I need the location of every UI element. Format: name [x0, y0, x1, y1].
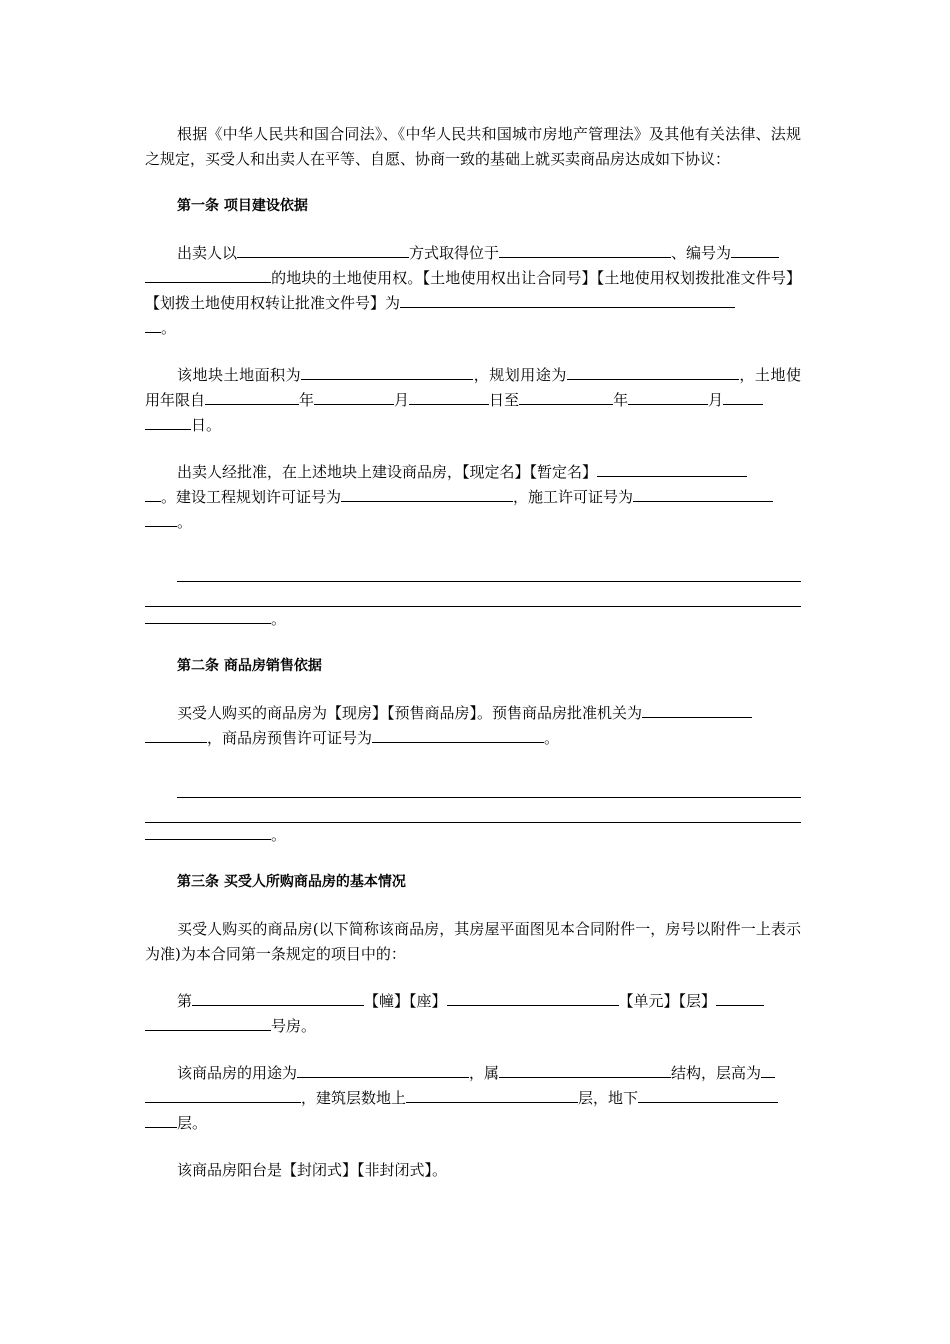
text-segment: ，施工许可证号为: [513, 488, 634, 506]
blank-field[interactable]: [628, 389, 708, 405]
text-segment: 【幢】【座】: [364, 992, 447, 1010]
blank-field[interactable]: [145, 486, 161, 502]
blank-field[interactable]: [145, 1015, 271, 1031]
text-segment: 出卖人经批准，在上述地块上建设商品房，【现定名】【暂定名】: [177, 463, 598, 481]
article-1-para-2: [145, 363, 801, 438]
blank-field[interactable]: [145, 1112, 177, 1128]
blank-field[interactable]: [406, 1087, 578, 1103]
blank-field[interactable]: [145, 1087, 301, 1103]
text-segment: 月: [394, 391, 410, 409]
text-segment: 号房。: [271, 1017, 317, 1035]
blank-field[interactable]: [567, 364, 739, 380]
blank-field[interactable]: [205, 389, 299, 405]
article-1-para-1: [145, 241, 801, 341]
text-segment: ，规划用途为: [473, 366, 567, 384]
blank-field[interactable]: [145, 414, 191, 430]
intro-text: 根据《中华人民共和国合同法》、《中华人民共和国城市房地产管理法》及其他有关法律、法规之规定，买受人和出卖人在平等、自愿、协商一致的基础上就买卖商品房达成如下协议：: [145, 125, 801, 168]
blank-field[interactable]: [341, 486, 513, 502]
blank-field[interactable]: [145, 608, 271, 624]
text-segment: 年: [613, 391, 629, 409]
text-segment: 出卖人以: [177, 244, 238, 262]
text-segment: 。: [161, 319, 177, 337]
text-segment: ，属: [469, 1064, 500, 1082]
blank-field[interactable]: [499, 242, 671, 258]
text-segment: 。: [177, 513, 193, 531]
text-segment: 、编号为: [671, 244, 732, 262]
text-segment: 年: [299, 391, 315, 409]
blank-field[interactable]: [145, 511, 177, 527]
text-segment: 第: [177, 992, 193, 1010]
blank-line[interactable]: [177, 773, 801, 798]
blank-field[interactable]: [761, 1062, 775, 1078]
blank-field[interactable]: [409, 389, 489, 405]
blank-field[interactable]: [145, 824, 271, 840]
blank-field[interactable]: [237, 242, 409, 258]
text-segment: 层，地下: [578, 1089, 639, 1107]
blank-field[interactable]: [447, 990, 619, 1006]
text-segment: 该商品房的用途为: [177, 1064, 298, 1082]
text-segment: 该商品房阳台是【封闭式】【非封闭式】。: [177, 1161, 448, 1179]
intro-paragraph: [145, 122, 801, 172]
article-1-blank-lines: [145, 557, 801, 632]
text-segment: 买受人购买的商品房为【现房】【预售商品房】。预售商品房批准机关为: [177, 704, 643, 722]
text-segment: ，商品房预售许可证号为: [207, 729, 373, 747]
text-segment: 结构，层高为: [671, 1064, 762, 1082]
blank-line-tail: [145, 823, 801, 848]
text-segment: 该地块土地面积为: [177, 366, 302, 384]
article-3-para-3: [145, 1061, 801, 1136]
text-segment: 的地块的土地使用权。【土地使用权出让合同号】【土地使用权划拨批准文件号】【划拨土地使用权转让批准文件号】为: [145, 269, 801, 312]
text-segment: 层。: [177, 1114, 208, 1132]
text-segment: 月: [708, 391, 724, 409]
blank-field[interactable]: [301, 364, 473, 380]
blank-field[interactable]: [633, 486, 773, 502]
blank-field[interactable]: [314, 389, 394, 405]
text-segment: 方式取得位于: [409, 244, 500, 262]
text-segment: ，建筑层数地上: [301, 1089, 407, 1107]
text-segment: 日至: [489, 391, 520, 409]
blank-field[interactable]: [145, 727, 207, 743]
blank-field[interactable]: [372, 727, 544, 743]
text-segment: 。: [271, 610, 287, 628]
blank-field[interactable]: [145, 267, 271, 283]
blank-field[interactable]: [638, 1087, 778, 1103]
blank-line[interactable]: [145, 582, 801, 607]
blank-field[interactable]: [642, 702, 752, 718]
article-3-title: 第三条 买受人所购商品房的基本情况: [177, 874, 406, 890]
article-3-para-2: [145, 989, 801, 1039]
blank-line-tail: [145, 607, 801, 632]
blank-field[interactable]: [597, 461, 747, 477]
article-3-para-4: [145, 1158, 801, 1183]
blank-field[interactable]: [192, 990, 364, 1006]
blank-field[interactable]: [297, 1062, 469, 1078]
blank-field[interactable]: [731, 242, 779, 258]
article-2-blank-lines: [145, 773, 801, 848]
blank-field[interactable]: [716, 990, 764, 1006]
article-1-para-3: [145, 460, 801, 535]
blank-field[interactable]: [519, 389, 613, 405]
blank-line[interactable]: [177, 557, 801, 582]
text-segment: 。建设工程规划许可证号为: [161, 488, 342, 506]
article-2-para-1: [145, 701, 801, 751]
text-segment: 日。: [191, 416, 222, 434]
text-segment: 【单元】【层】: [618, 992, 717, 1010]
text-segment: 买受人购买的商品房(以下简称该商品房，其房屋平面图见本合同附件一，房号以附件一上表示为准)为本合同第一条规定的项目中的：: [145, 920, 801, 963]
article-2-title: 第二条 商品房销售依据: [177, 658, 322, 674]
text-segment: 。: [271, 826, 287, 844]
text-segment: 。: [544, 729, 560, 747]
blank-field[interactable]: [145, 317, 161, 333]
blank-field[interactable]: [723, 389, 763, 405]
blank-field[interactable]: [400, 292, 735, 308]
blank-field[interactable]: [499, 1062, 671, 1078]
contract-page: [145, 122, 801, 1205]
article-1-title: 第一条 项目建设依据: [177, 198, 308, 214]
text-segment: ，土地使用年限自: [145, 366, 801, 409]
blank-line[interactable]: [145, 798, 801, 823]
article-3-para-1: [145, 917, 801, 967]
